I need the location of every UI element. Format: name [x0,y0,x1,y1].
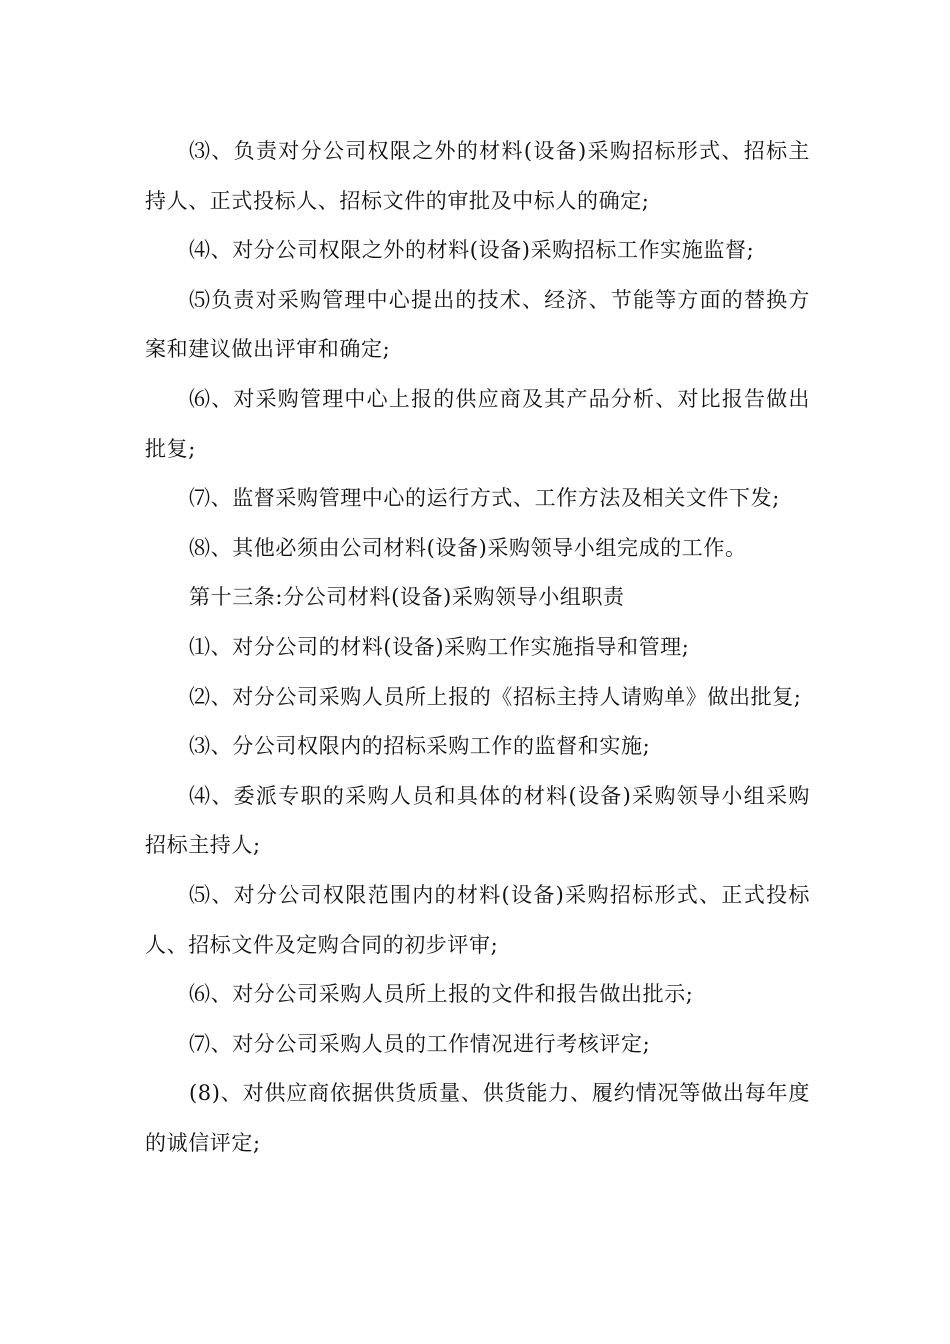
document-body [145,127,810,1168]
section-heading-article-13: 第十三条:分公司材料(设备)采购领导小组职责 [189,585,625,610]
paragraph-branch-item-2: ⑵、对分公司采购人员所上报的《招标主持人请购单》做出批复; [189,684,802,709]
paragraph-item-6-reply: ⑹、对采购管理中心上报的供应商及其产品分析、对比报告做出批复; [145,386,810,461]
paragraph-item-4-supervision: ⑷、对分公司权限之外的材料(设备)采购招标工作实施监督; [189,238,755,263]
paragraph-branch-item-4: ⑷、委派专职的采购人员和具体的材料(设备)采购领导小组采购招标主持人; [145,783,810,858]
paragraph-branch-item-3: ⑶、分公司权限内的招标采购工作的监督和实施; [189,734,651,759]
paragraph-branch-item-6: ⑹、对分公司采购人员所上报的文件和报告做出批示; [189,982,694,1007]
paragraph-item-7-monitor: ⑺、监督采购管理中心的运行方式、工作方法及相关文件下发; [189,486,780,511]
paragraph-branch-item-8: (8)、对供应商依据供货质量、供货能力、履约情况等做出每年度的诚信评定; [145,1081,810,1155]
paragraph-item-8-other: ⑻、其他必须由公司材料(设备)采购领导小组完成的工作。 [189,535,747,560]
paragraph-branch-item-5: ⑸、对分公司权限范围内的材料(设备)采购招标形式、正式投标人、招标文件及定购合同的初步评审; [145,882,810,957]
paragraph-item-5-review: ⑸负责对采购管理中心提出的技术、经济、节能等方面的替换方案和建议做出评审和确定; [145,287,810,362]
paragraph-branch-item-1: ⑴、对分公司的材料(设备)采购工作实施指导和管理; [189,634,690,659]
paragraph-branch-item-7: ⑺、对分公司采购人员的工作情况进行考核评定; [189,1031,651,1056]
paragraph-item-3-approval: ⑶、负责对分公司权限之外的材料(设备)采购招标形式、招标主持人、正式投标人、招标文件的审批及中标人的确定; [145,139,810,213]
